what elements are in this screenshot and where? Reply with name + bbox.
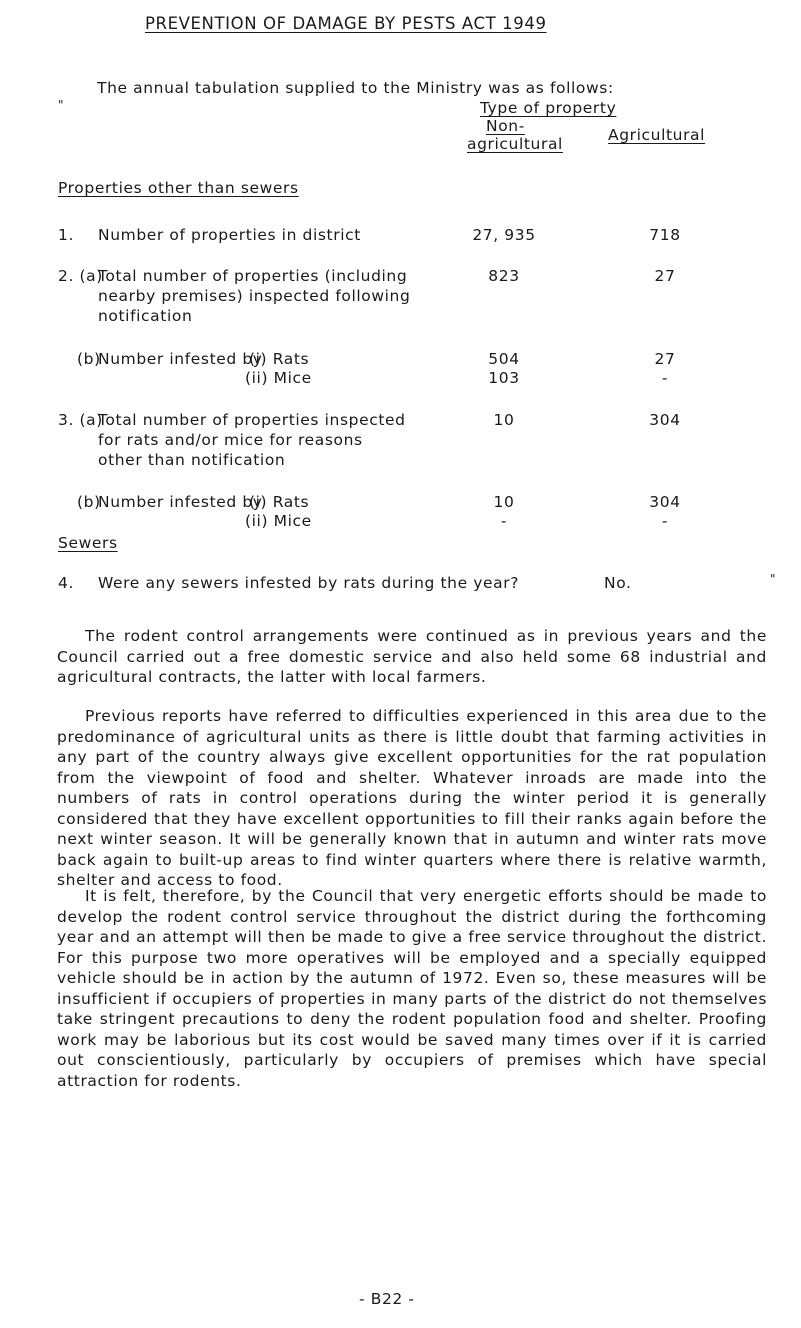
row2a-non-agricultural: 823 xyxy=(488,267,520,285)
paragraph-council-efforts: It is felt, therefore, by the Council that very energetic efforts should be made to develop the rodent control service throughout the district during the forthcoming year and an attempt will then be made to give a free service throughout the district. For this purpose two more operatives will be employed and a specially equipped vehicle should be in action by the autumn of 1972. Even so, these measures will be insufficient if occupiers of properties in many parts of the district do not themselves take stringent precautions to deny the rodent population food and shelter. Proofing work may be laborious but its cost would be saved many times over if it is carried out conscientiously, particularly by occupiers of premises which have special attraction for rodents. xyxy=(57,887,767,1090)
row3a-line2: for rats and/or mice for reasons xyxy=(98,431,363,449)
row2a-number: 2. (a) xyxy=(58,267,103,285)
row1-agricultural: 718 xyxy=(649,226,681,244)
section-other-than-sewers: Properties other than sewers xyxy=(58,179,299,197)
paragraph-rodent-control: The rodent control arrangements were continued as in previous years and the Council carried out a free domestic service and also held some 68 industrial and agricultural contracts, the latter with local farmers. xyxy=(57,627,767,686)
row2a-agricultural: 27 xyxy=(654,267,676,285)
row3b-mice-label: (ii) Mice xyxy=(245,512,312,530)
close-quote: " xyxy=(770,572,777,586)
row1-label: Number of properties in district xyxy=(98,226,361,244)
row2b-rats-agricultural: 27 xyxy=(654,350,676,368)
header-agricultural: Agricultural xyxy=(608,126,706,144)
row3a-line3: other than notification xyxy=(98,451,286,469)
row1-number: 1. xyxy=(58,226,74,244)
row3b-rats-non-agricultural: 10 xyxy=(493,493,515,511)
row3b-label: Number infested by xyxy=(98,493,263,511)
row3a-number: 3. (a) xyxy=(58,411,103,429)
paragraph-previous-reports: Previous reports have referred to difficulties experienced in this area due to the predominance of agricultural units as there is little doubt that farming activities in any part of the country always give excellent opportunities for the rat population from the viewpoint of food and shelter. Whatever inroads are made into the numbers of rats in control operations during the winter period it is generally considered that they have excellent opportunities to fill their ranks again before the next winter season. It will be generally known that in autumn and winter rats move back again to built-up areas to find winter quarters where there is relative warmth, shelter and access to food. xyxy=(57,707,767,889)
row3b-mice-agricultural: - xyxy=(661,512,669,530)
row4-number: 4. xyxy=(58,574,74,592)
row2b-mice-agricultural: - xyxy=(661,369,669,387)
page-number: - B22 - xyxy=(359,1290,415,1308)
row3b-mice-non-agricultural: - xyxy=(500,512,508,530)
row4-label: Were any sewers infested by rats during the year? xyxy=(98,574,520,592)
row2a-line3: notification xyxy=(98,307,193,325)
row1-non-agricultural: 27, 935 xyxy=(472,226,536,244)
row4-answer: No. xyxy=(604,574,632,592)
section-sewers: Sewers xyxy=(58,534,118,552)
row2b-label: Number infested by xyxy=(98,350,263,368)
row2a-line2: nearby premises) inspected following xyxy=(98,287,411,305)
header-type-of-property: Type of property xyxy=(480,99,617,117)
row2a-line1: Total number of properties (including xyxy=(98,267,408,285)
row2b-rats-non-agricultural: 504 xyxy=(488,350,520,368)
row2b-rats-label: (i) Rats xyxy=(249,350,310,368)
row3b-rats-agricultural: 304 xyxy=(649,493,681,511)
row2b-mice-non-agricultural: 103 xyxy=(488,369,520,387)
header-non-line1: Non- xyxy=(486,117,525,135)
page-title: PREVENTION OF DAMAGE BY PESTS ACT 1949 xyxy=(145,14,547,33)
row3a-line1: Total number of properties inspected xyxy=(98,411,406,429)
row2b-number: (b) xyxy=(77,350,101,368)
header-non-line2: agricultural xyxy=(467,135,563,153)
row3a-non-agricultural: 10 xyxy=(493,411,515,429)
row3b-rats-label: (i) Rats xyxy=(249,493,310,511)
open-quote: " xyxy=(58,98,65,112)
row3a-agricultural: 304 xyxy=(649,411,681,429)
row2b-mice-label: (ii) Mice xyxy=(245,369,312,387)
intro-text: The annual tabulation supplied to the Ministry was as follows: xyxy=(97,79,614,97)
row3b-number: (b) xyxy=(77,493,101,511)
